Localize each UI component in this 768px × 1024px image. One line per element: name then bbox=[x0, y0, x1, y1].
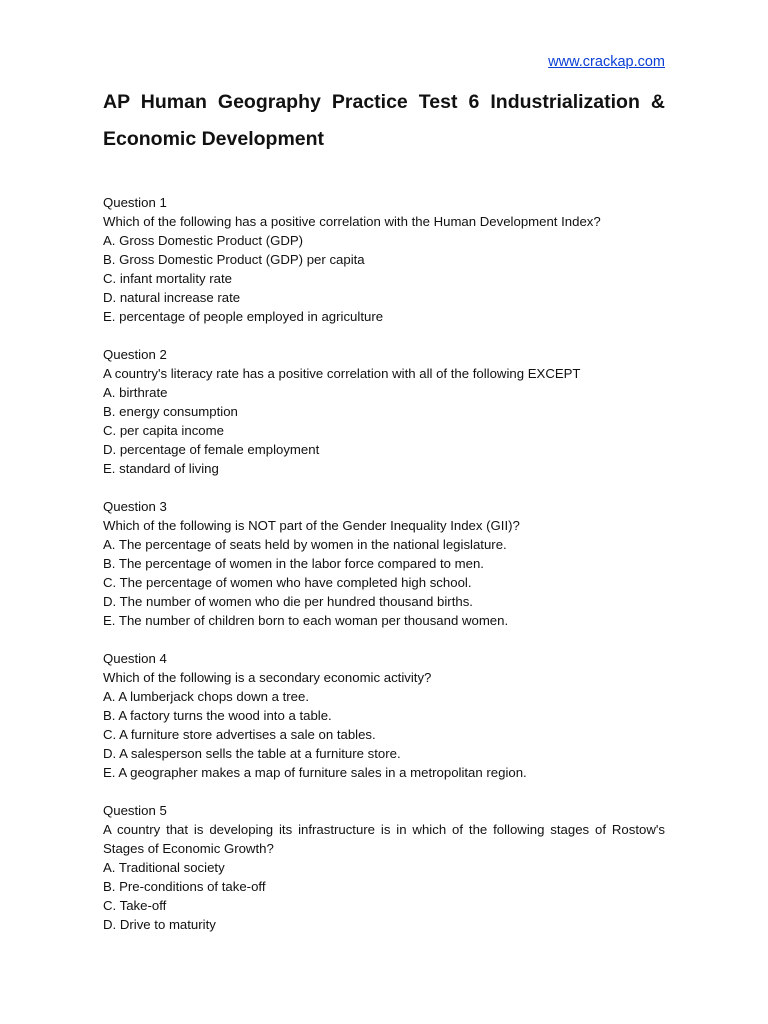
question-stem: Which of the following is NOT part of the Gender Inequality Index (GII)? bbox=[103, 518, 520, 533]
question-list bbox=[103, 193, 665, 953]
question-2 bbox=[103, 345, 665, 478]
answer-option-e: E. A geographer makes a map of furniture sales in a metropolitan region. bbox=[103, 765, 527, 780]
answer-option-e: E. standard of living bbox=[103, 461, 219, 476]
answer-option-d: D. Drive to maturity bbox=[103, 917, 216, 932]
answer-option-b: B. energy consumption bbox=[103, 404, 238, 419]
question-label: Question 1 bbox=[103, 195, 167, 210]
question-3 bbox=[103, 497, 665, 630]
question-4 bbox=[103, 649, 665, 782]
site-link[interactable]: www.crackap.com bbox=[548, 54, 665, 70]
answer-option-c: C. per capita income bbox=[103, 423, 224, 438]
question-1 bbox=[103, 193, 665, 326]
answer-option-b: B. Pre-conditions of take-off bbox=[103, 879, 266, 894]
answer-option-a: A. Gross Domestic Product (GDP) bbox=[103, 233, 304, 248]
answer-option-c: C. A furniture store advertises a sale on tables. bbox=[103, 727, 376, 742]
answer-option-d: D. A salesperson sells the table at a furniture store. bbox=[103, 746, 401, 761]
answer-option-a: A. Traditional society bbox=[103, 860, 225, 875]
question-stem: A country's literacy rate has a positive correlation with all of the following EXCEPT bbox=[103, 366, 581, 381]
answer-option-c: C. The percentage of women who have completed high school. bbox=[103, 575, 472, 590]
answer-option-d: D. The number of women who die per hundred thousand births. bbox=[103, 594, 473, 609]
question-label: Question 2 bbox=[103, 347, 167, 362]
question-label: Question 5 bbox=[103, 803, 167, 818]
answer-option-e: E. The number of children born to each woman per thousand women. bbox=[103, 613, 509, 628]
answer-option-c: C. Take-off bbox=[103, 898, 167, 913]
answer-option-b: B. A factory turns the wood into a table. bbox=[103, 708, 332, 723]
answer-option-a: A. birthrate bbox=[103, 385, 168, 400]
page-title: AP Human Geography Practice Test 6 Industrialization & Economic Development bbox=[103, 91, 665, 150]
question-label: Question 3 bbox=[103, 499, 167, 514]
answer-option-d: D. percentage of female employment bbox=[103, 442, 320, 457]
answer-option-a: A. The percentage of seats held by women in the national legislature. bbox=[103, 537, 507, 552]
question-stem: Which of the following is a secondary economic activity? bbox=[103, 670, 432, 685]
answer-option-c: C. infant mortality rate bbox=[103, 271, 232, 286]
question-stem: A country that is developing its infrastructure is in which of the following stages of Rostow's Stages of Economic Growth? bbox=[103, 822, 665, 856]
question-5 bbox=[103, 801, 665, 934]
answer-option-d: D. natural increase rate bbox=[103, 290, 241, 305]
question-stem: Which of the following has a positive correlation with the Human Development Index? bbox=[103, 214, 601, 229]
question-label: Question 4 bbox=[103, 651, 167, 666]
answer-option-b: B. The percentage of women in the labor force compared to men. bbox=[103, 556, 484, 571]
answer-option-b: B. Gross Domestic Product (GDP) per capita bbox=[103, 252, 365, 267]
answer-option-e: E. percentage of people employed in agriculture bbox=[103, 309, 384, 324]
answer-option-a: A. A lumberjack chops down a tree. bbox=[103, 689, 309, 704]
